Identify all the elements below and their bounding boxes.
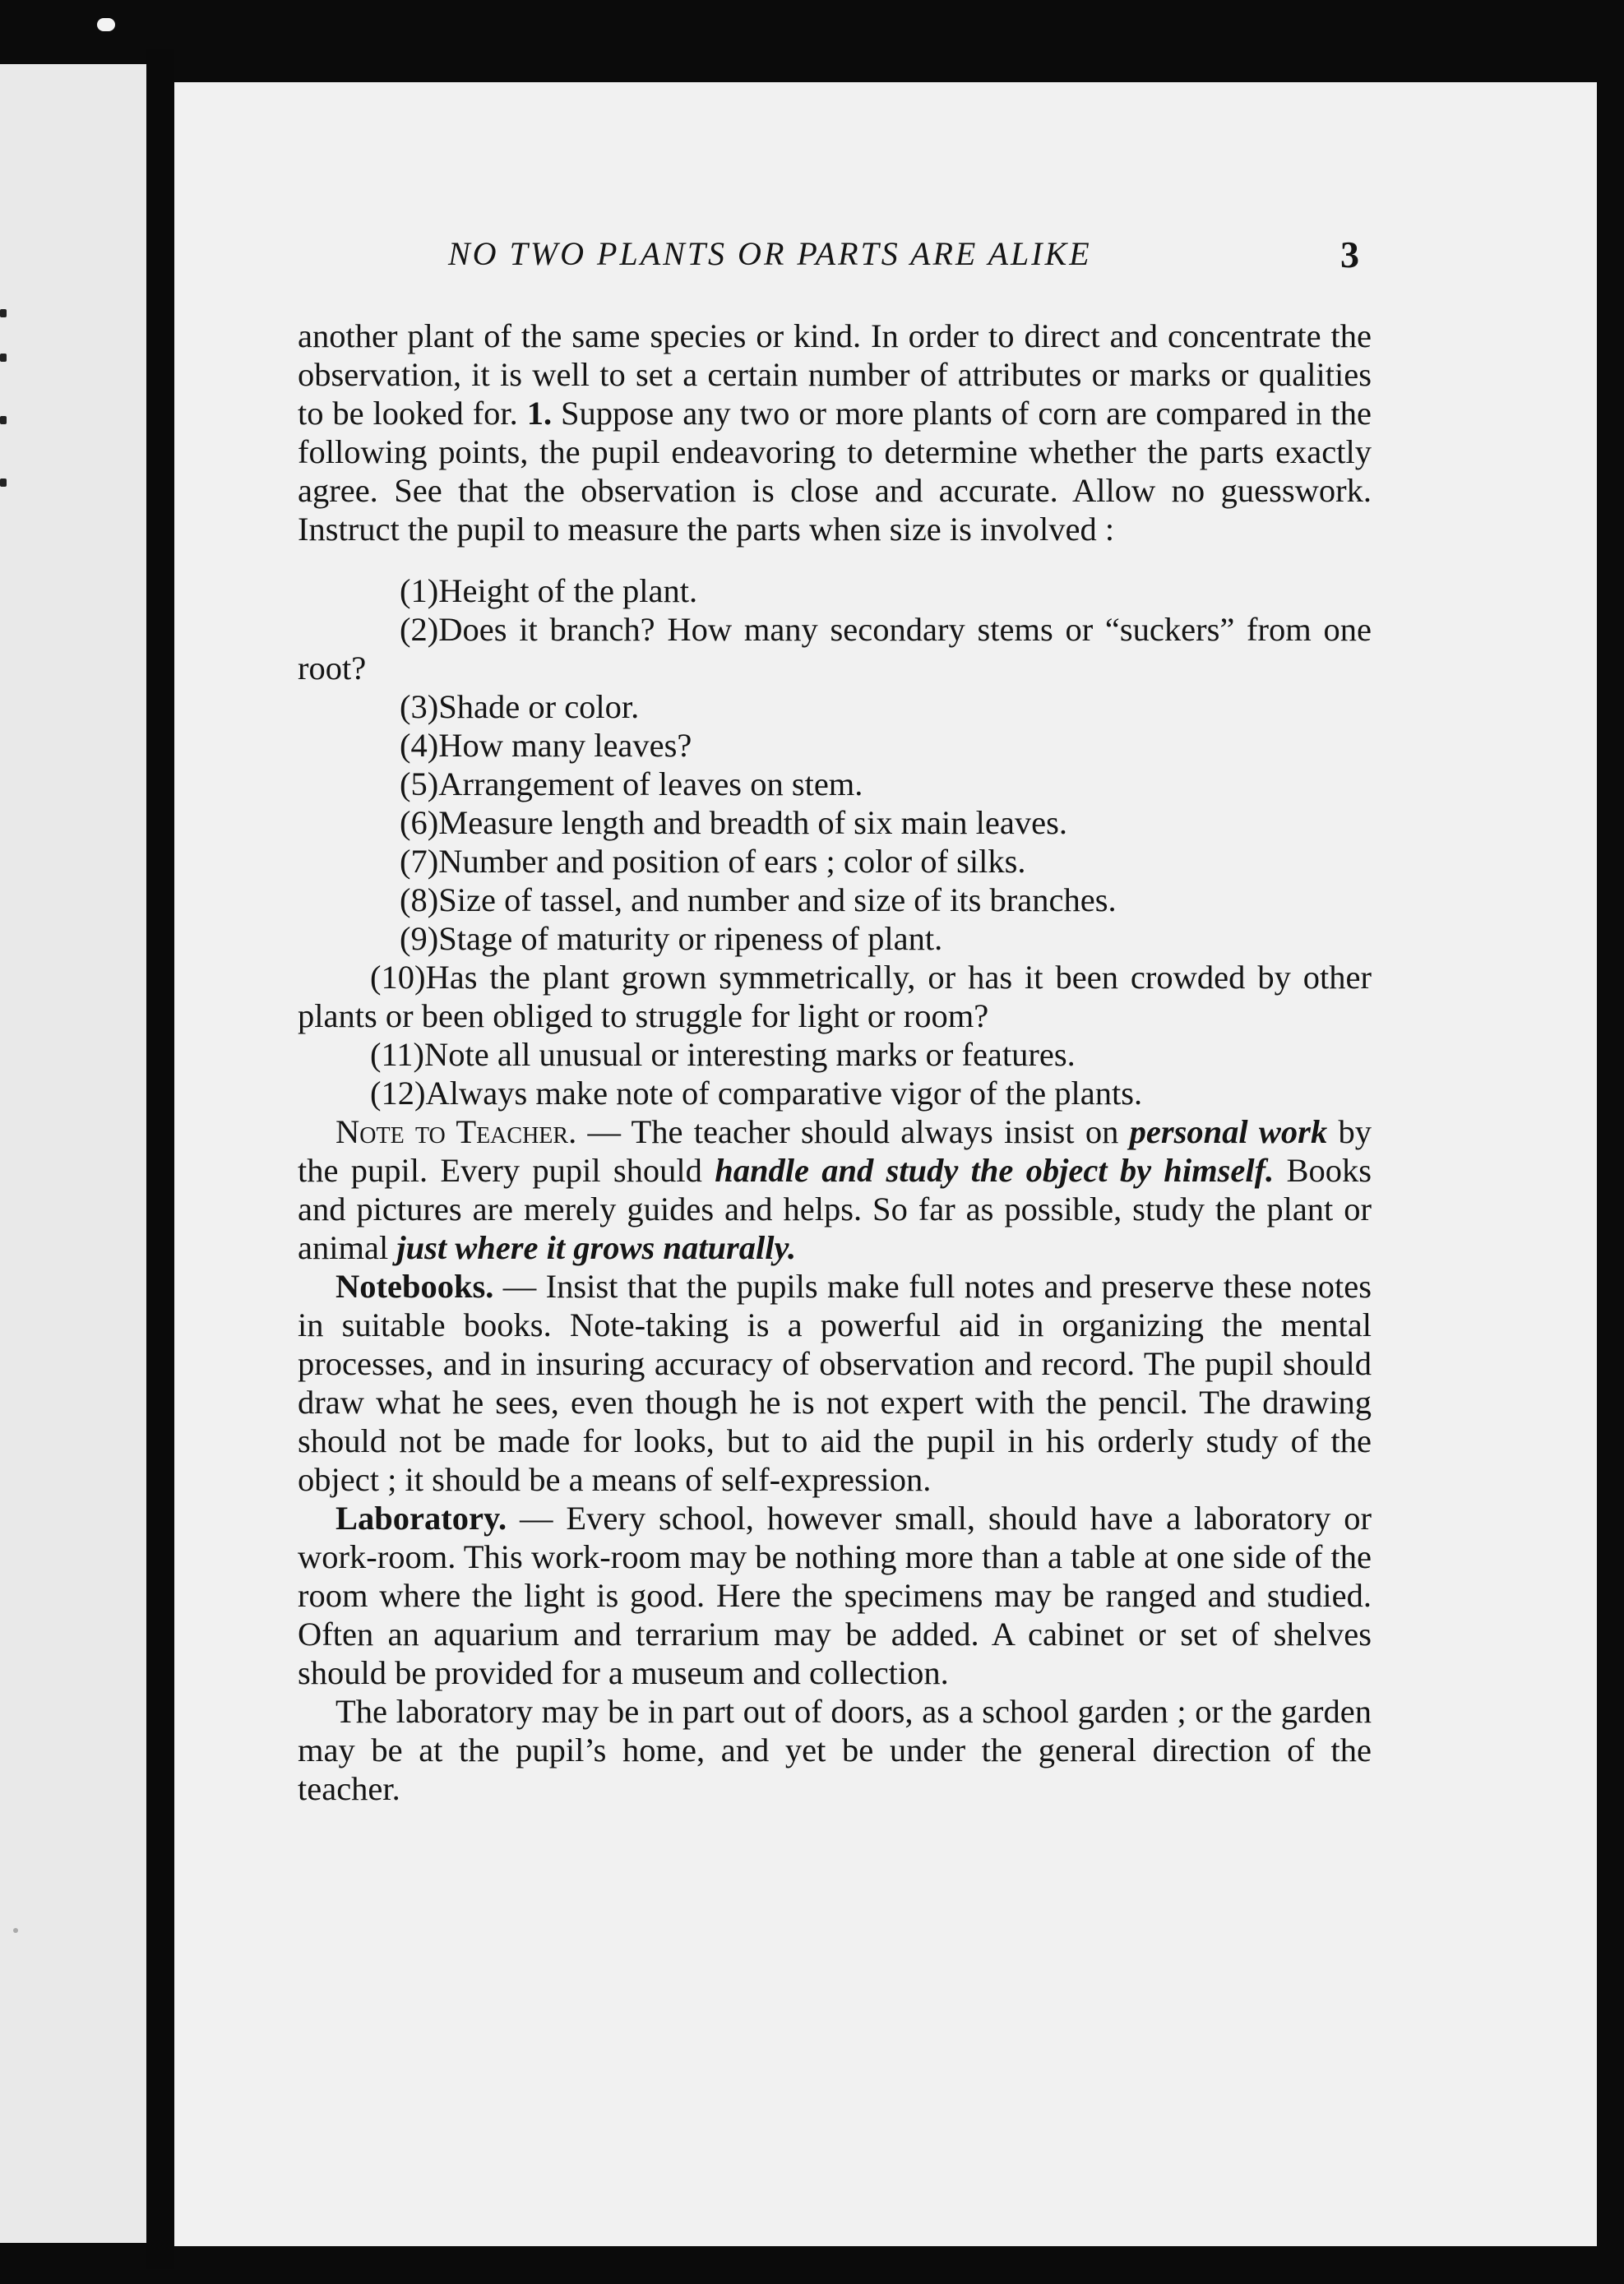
notebooks-paragraph: Notebooks. — Insist that the pupils make full notes and preserve these notes in suitable books. Note-taking is a powerful aid in organizing the mental processes, and in insuring accuracy of observation and record. The pupil should draw what he sees, even though he is not expert with the pencil. The drawing should not be made for looks, but to aid the pupil in his orderly study of the object ; it should be a means of self-expression.	[298, 1268, 1372, 1498]
list-item: (11)Note all unusual or interesting marks or features.	[370, 1036, 1076, 1073]
list-item: (8)Size of tassel, and number and size of its branches.	[400, 881, 1117, 918]
note-to-teacher: Note to Teacher. — The teacher should always insist on personal work by the pupil. Every pupil should handle and study the object by himself. Books and pictures are merely guides and helps. So far as possible, study the plant or animal just where it grows naturally.	[298, 1113, 1372, 1266]
observation-list	[298, 571, 1372, 1112]
notebooks-heading: Notebooks.	[335, 1268, 494, 1305]
list-item: (9)Stage of maturity or ripeness of plant.	[400, 920, 943, 957]
scan-speck	[97, 18, 115, 31]
list-number: 1.	[526, 395, 553, 432]
list-item: (6)Measure length and breadth of six main leaves.	[400, 804, 1067, 841]
note-label: Note to Teacher.	[335, 1113, 577, 1150]
list-item: (4)How many leaves?	[400, 727, 692, 764]
list-item: (5)Arrangement of leaves on stem.	[400, 765, 863, 802]
laboratory-paragraph: Laboratory. — Every school, however small, should have a laboratory or work-room. This work-room may be nothing more than a table at one side of the room where the light is good. Here the specimens may be ranged and studied. Often an aquarium and terrarium may be added. A cabinet or set of shelves should be provided for a museum and collection.	[298, 1500, 1372, 1691]
scan-speck	[13, 1928, 18, 1933]
running-title: NO TWO PLANTS OR PARTS ARE ALIKE	[448, 235, 1092, 272]
list-item: (12)Always make note of comparative vigor of the plants.	[370, 1075, 1143, 1112]
page-body	[298, 317, 1372, 1808]
closing-paragraph: The laboratory may be in part out of doors, as a school garden ; or the garden may be at the pupil’s home, and yet be under the general direction of the teacher.	[298, 1693, 1372, 1807]
page-header	[275, 226, 1377, 292]
list-item: (10)Has the plant grown symmetrically, or has it been crowded by other plants or been obliged to struggle for light or room?	[298, 959, 1372, 1034]
page-number: 3	[1340, 233, 1359, 275]
list-item: (1)Height of the plant.	[400, 572, 698, 609]
list-item: (3)Shade or color.	[400, 688, 640, 725]
list-item: (2)Does it branch? How many secondary stems or “suckers” from one root?	[298, 611, 1372, 687]
intro-paragraph: another plant of the same species or kind. In order to direct and concentrate the observation, it is well to set a certain number of attributes or marks or qualities to be looked for. 1. Suppose any two or more plants of corn are compared in the following points, the pupil endeavoring to determine whether the parts exactly agree. See that the observation is close and accurate. Allow no guesswork. Instruct the pupil to measure the parts when size is involved :	[298, 317, 1372, 548]
list-item: (7)Number and position of ears ; color of silks.	[400, 843, 1026, 880]
laboratory-heading: Laboratory.	[335, 1500, 507, 1537]
book-gutter	[146, 49, 174, 2269]
facing-page-edge	[0, 64, 146, 2243]
